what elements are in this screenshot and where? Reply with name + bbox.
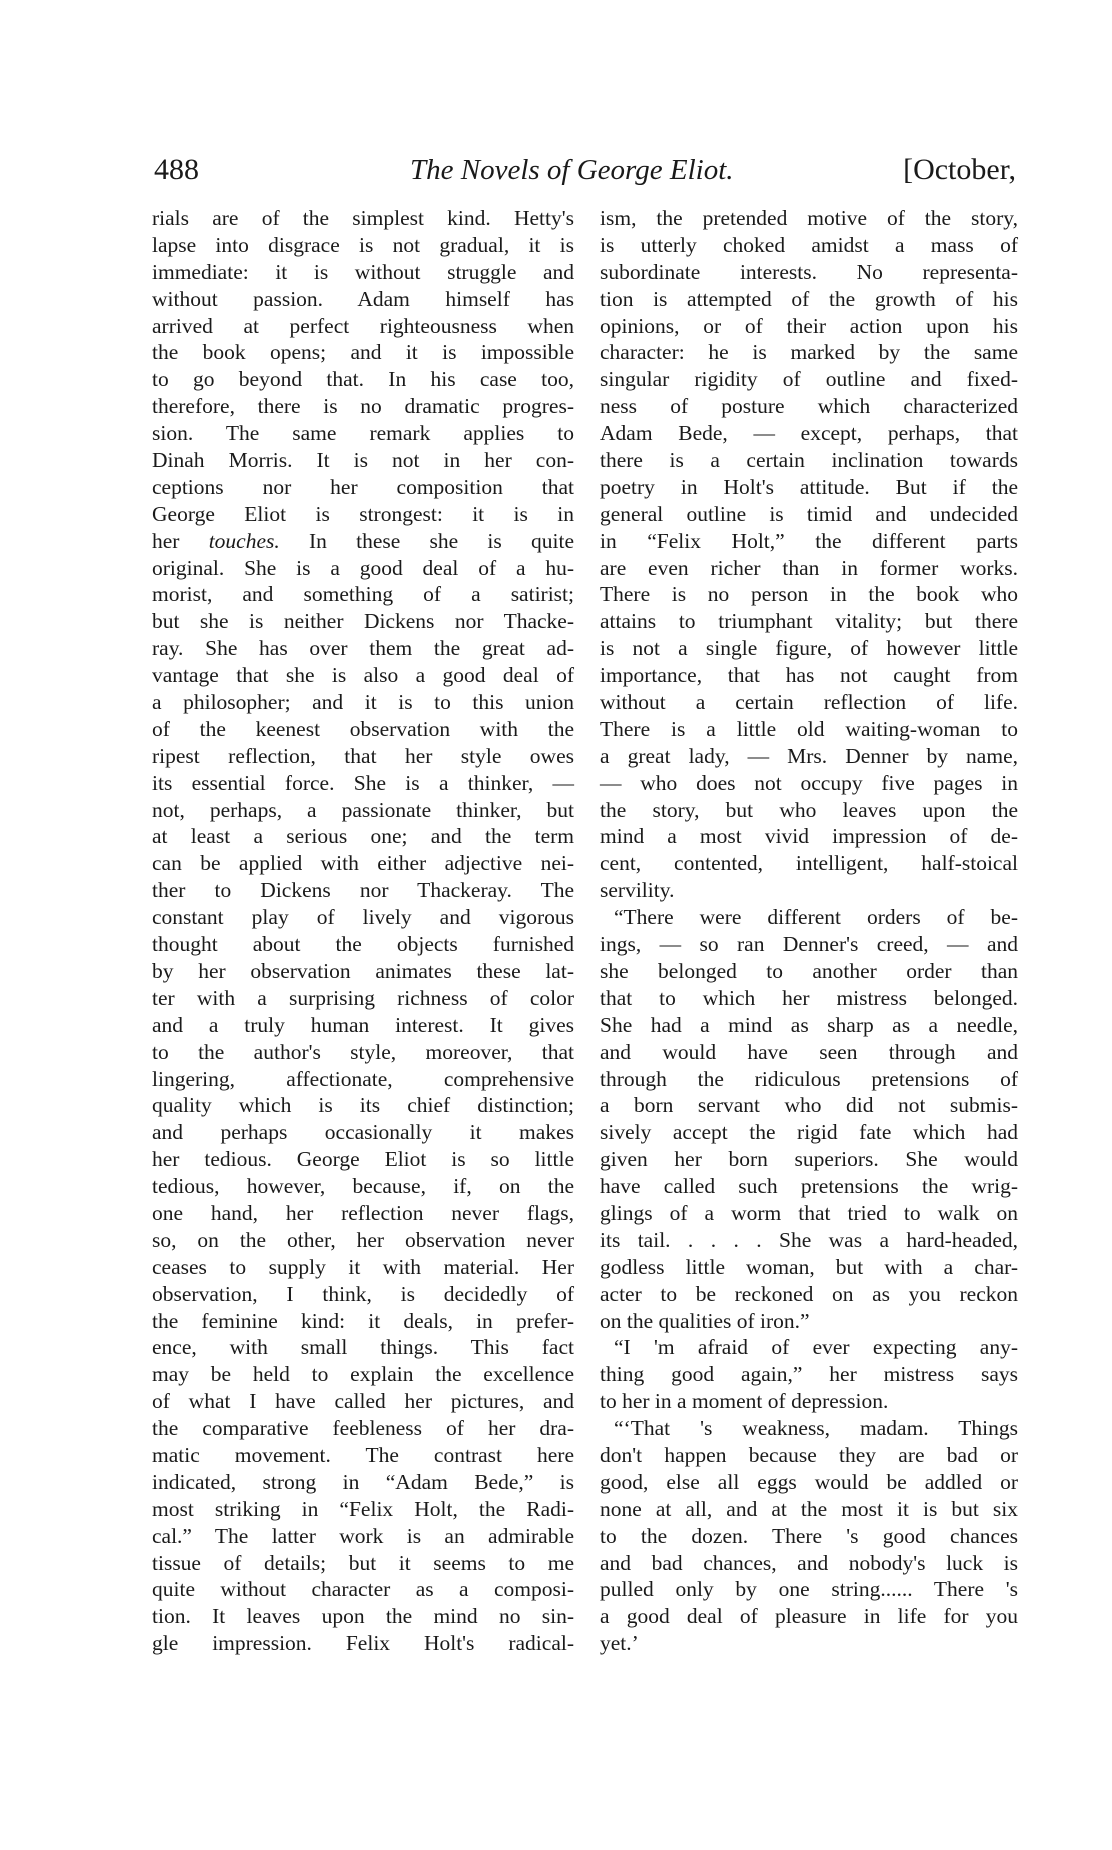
left-column-line: tedious, however, because, if, on the	[152, 1174, 574, 1199]
page-number: 488	[154, 153, 199, 186]
left-column-line: and a truly human interest. It gives	[152, 1012, 574, 1037]
right-column-line: ness of posture which characterized	[600, 394, 1018, 419]
running-month: [October,	[903, 153, 1016, 186]
right-column-line: There is no person in the book who	[600, 582, 1018, 607]
running-title: The Novels of George Eliot.	[410, 154, 734, 186]
left-column-line: quite without character as a composi-	[152, 1577, 574, 1602]
right-column-line: attains to triumphant vitality; but there	[600, 609, 1018, 634]
left-column-line: vantage that she is also a good deal of	[152, 663, 574, 688]
right-column-line: to her in a moment of depression.	[600, 1389, 889, 1414]
italic-text: touches.	[208, 528, 280, 553]
right-column-line: opinions, or of their action upon his	[600, 313, 1018, 338]
left-column-line: matic movement. The contrast here	[152, 1442, 574, 1467]
left-column-line: ter with a surprising richness of color	[152, 985, 574, 1010]
left-column-line: but she is neither Dickens nor Thacke-	[152, 609, 574, 634]
right-column-line: acter to be reckoned on as you reckon	[600, 1281, 1018, 1306]
left-column-line: ripest reflection, that her style owes	[152, 743, 574, 768]
right-column-line: she belonged to another order than	[600, 958, 1018, 983]
left-column-line: constant play of lively and vigorous	[152, 905, 574, 930]
left-column-line: tion. It leaves upon the mind no sin-	[152, 1604, 574, 1629]
right-column-line: poetry in Holt's attitude. But if the	[600, 474, 1018, 499]
left-column-line: arrived at perfect righteousness when	[152, 313, 574, 338]
left-column-line: observation, I think, is decidedly of	[152, 1281, 574, 1306]
left-column-line: of what I have called her pictures, and	[152, 1389, 574, 1414]
text-segment: her	[152, 528, 209, 553]
right-column-line: “I 'm afraid of ever expecting any-	[614, 1335, 1018, 1360]
left-column-line: lingering, affectionate, comprehensive	[152, 1066, 574, 1091]
right-column-line: don't happen because they are bad or	[600, 1442, 1018, 1467]
right-column-line: servility.	[600, 878, 675, 903]
right-column-line: general outline is timid and undecided	[600, 501, 1018, 526]
left-column-line: ence, with small things. This fact	[152, 1335, 574, 1360]
right-column-line: ings, — so ran Denner's creed, — and	[600, 932, 1018, 957]
left-column-line: rials are of the simplest kind. Hetty's	[152, 206, 574, 230]
left-column-line: ray. She has over them the great ad-	[152, 636, 574, 661]
left-column-line: sion. The same remark applies to	[152, 421, 574, 446]
right-column-line: mind a most vivid impression of de-	[600, 824, 1018, 849]
left-column-line: may be held to explain the excellence	[152, 1362, 574, 1387]
left-column-line: original. She is a good deal of a hu-	[152, 555, 574, 580]
left-column-line: to the author's style, moreover, that	[152, 1039, 574, 1064]
right-column-line: importance, that has not caught from	[600, 663, 1018, 688]
left-column-line: by her observation animates these lat-	[152, 958, 574, 983]
right-column-line: in “Felix Holt,” the different parts	[600, 528, 1018, 553]
left-column-line: thought about the objects furnished	[152, 932, 574, 957]
right-column-line: yet.’	[600, 1631, 639, 1656]
left-column-line: without passion. Adam himself has	[152, 286, 574, 311]
right-column-line: Adam Bede, — except, perhaps, that	[600, 421, 1018, 446]
right-column-line: pulled only by one string...... There 's	[600, 1577, 1018, 1602]
left-column-line: most striking in “Felix Holt, the Radi-	[152, 1496, 574, 1521]
right-column-line: thing good again,” her mistress says	[600, 1362, 1018, 1387]
right-column-line: She had a mind as sharp as a needle,	[600, 1012, 1018, 1037]
right-column-line: and would have seen through and	[600, 1039, 1018, 1064]
left-column-line: of the keenest observation with the	[152, 716, 574, 741]
left-column-line: not, perhaps, a passionate thinker, but	[152, 797, 574, 822]
left-column-line: so, on the other, her observation never	[152, 1227, 574, 1252]
left-column-line: cal.” The latter work is an admirable	[152, 1523, 574, 1548]
right-column-line: good, else all eggs would be addled or	[600, 1469, 1018, 1494]
left-column-line: ceases to supply it with material. Her	[152, 1254, 574, 1279]
left-column-line: at least a serious one; and the term	[152, 824, 574, 849]
left-column-line: ther to Dickens nor Thackeray. The	[152, 878, 574, 903]
right-column-line: a great lady, — Mrs. Denner by name,	[600, 743, 1018, 768]
right-column-line: “There were different orders of be-	[614, 905, 1018, 930]
right-column-line: without a certain reflection of life.	[600, 690, 1018, 715]
right-column-line: a born servant who did not submis-	[600, 1093, 1018, 1118]
right-column-line: given her born superiors. She would	[600, 1147, 1018, 1172]
left-column-line: her tedious. George Eliot is so little	[152, 1147, 574, 1172]
right-column-line: singular rigidity of outline and fixed-	[600, 367, 1018, 392]
right-column-line: — who does not occupy five pages in	[600, 770, 1018, 795]
left-column-line: gle impression. Felix Holt's radical-	[152, 1631, 574, 1656]
right-column-line: to the dozen. There 's good chances	[600, 1523, 1018, 1548]
right-column-line: There is a little old waiting-woman to	[600, 716, 1018, 741]
left-column-line: its essential force. She is a thinker, —	[152, 770, 574, 795]
right-column-line: its tail. . . . . She was a hard-headed,	[600, 1227, 1018, 1252]
right-column-line: the story, but who leaves upon the	[600, 797, 1018, 822]
left-column-line: and perhaps occasionally it makes	[152, 1120, 574, 1145]
right-column-line: subordinate interests. No representa-	[600, 259, 1018, 284]
right-column-line: and bad chances, and nobody's luck is	[600, 1550, 1018, 1575]
left-column-line: one hand, her reflection never flags,	[152, 1200, 574, 1225]
right-column-line: glings of a worm that tried to walk on	[600, 1200, 1018, 1225]
right-column-line: is not a single figure, of however little	[600, 636, 1018, 661]
left-column-line: therefore, there is no dramatic progres-	[152, 394, 574, 419]
left-column-line: the book opens; and it is impossible	[152, 340, 574, 365]
right-column-line: sively accept the rigid fate which had	[600, 1120, 1018, 1145]
right-column-line: there is a certain inclination towards	[600, 448, 1018, 473]
right-column-line: is utterly choked amidst a mass of	[600, 232, 1018, 257]
right-column-line: on the qualities of iron.”	[600, 1308, 810, 1333]
right-column-line: “‘That 's weakness, madam. Things	[614, 1416, 1018, 1441]
text-segment: In these she is quite	[279, 528, 574, 553]
right-column-line: tion is attempted of the growth of his	[600, 286, 1018, 311]
left-column-line	[152, 528, 574, 555]
left-column-line: indicated, strong in “Adam Bede,” is	[152, 1469, 574, 1494]
right-column-line: cent, contented, intelligent, half-stoical	[600, 851, 1018, 876]
left-column-line: lapse into disgrace is not gradual, it is	[152, 232, 574, 257]
right-column-line: none at all, and at the most it is but six	[600, 1496, 1018, 1521]
left-column-line: George Eliot is strongest: it is in	[152, 501, 574, 526]
right-column-line: a good deal of pleasure in life for you	[600, 1604, 1018, 1629]
right-column-line: character: he is marked by the same	[600, 340, 1018, 365]
left-column-line: the comparative feebleness of her dra-	[152, 1416, 574, 1441]
left-column-line: ceptions nor her composition that	[152, 474, 574, 499]
left-column-line: a philosopher; and it is to this union	[152, 690, 574, 715]
right-column	[600, 205, 1018, 1657]
right-column-line: through the ridiculous pretensions of	[600, 1066, 1018, 1091]
right-column-line: have called such pretensions the wrig-	[600, 1174, 1018, 1199]
right-column-line: godless little woman, but with a char-	[600, 1254, 1018, 1279]
left-column-line: to go beyond that. In his case too,	[152, 367, 574, 392]
right-column-line: that to which her mistress belonged.	[600, 985, 1018, 1010]
left-column-line: morist, and something of a satirist;	[152, 582, 574, 607]
left-column	[152, 205, 574, 1657]
left-column-line: can be applied with either adjective nei-	[152, 851, 574, 876]
left-column-line: quality which is its chief distinction;	[152, 1093, 574, 1118]
left-column-line: Dinah Morris. It is not in her con-	[152, 448, 574, 473]
left-column-line: tissue of details; but it seems to me	[152, 1550, 574, 1575]
left-column-line: the feminine kind: it deals, in prefer-	[152, 1308, 574, 1333]
left-column-line: immediate: it is without struggle and	[152, 259, 574, 284]
right-column-line: are even richer than in former works.	[600, 555, 1018, 580]
right-column-line: ism, the pretended motive of the story,	[600, 206, 1018, 230]
